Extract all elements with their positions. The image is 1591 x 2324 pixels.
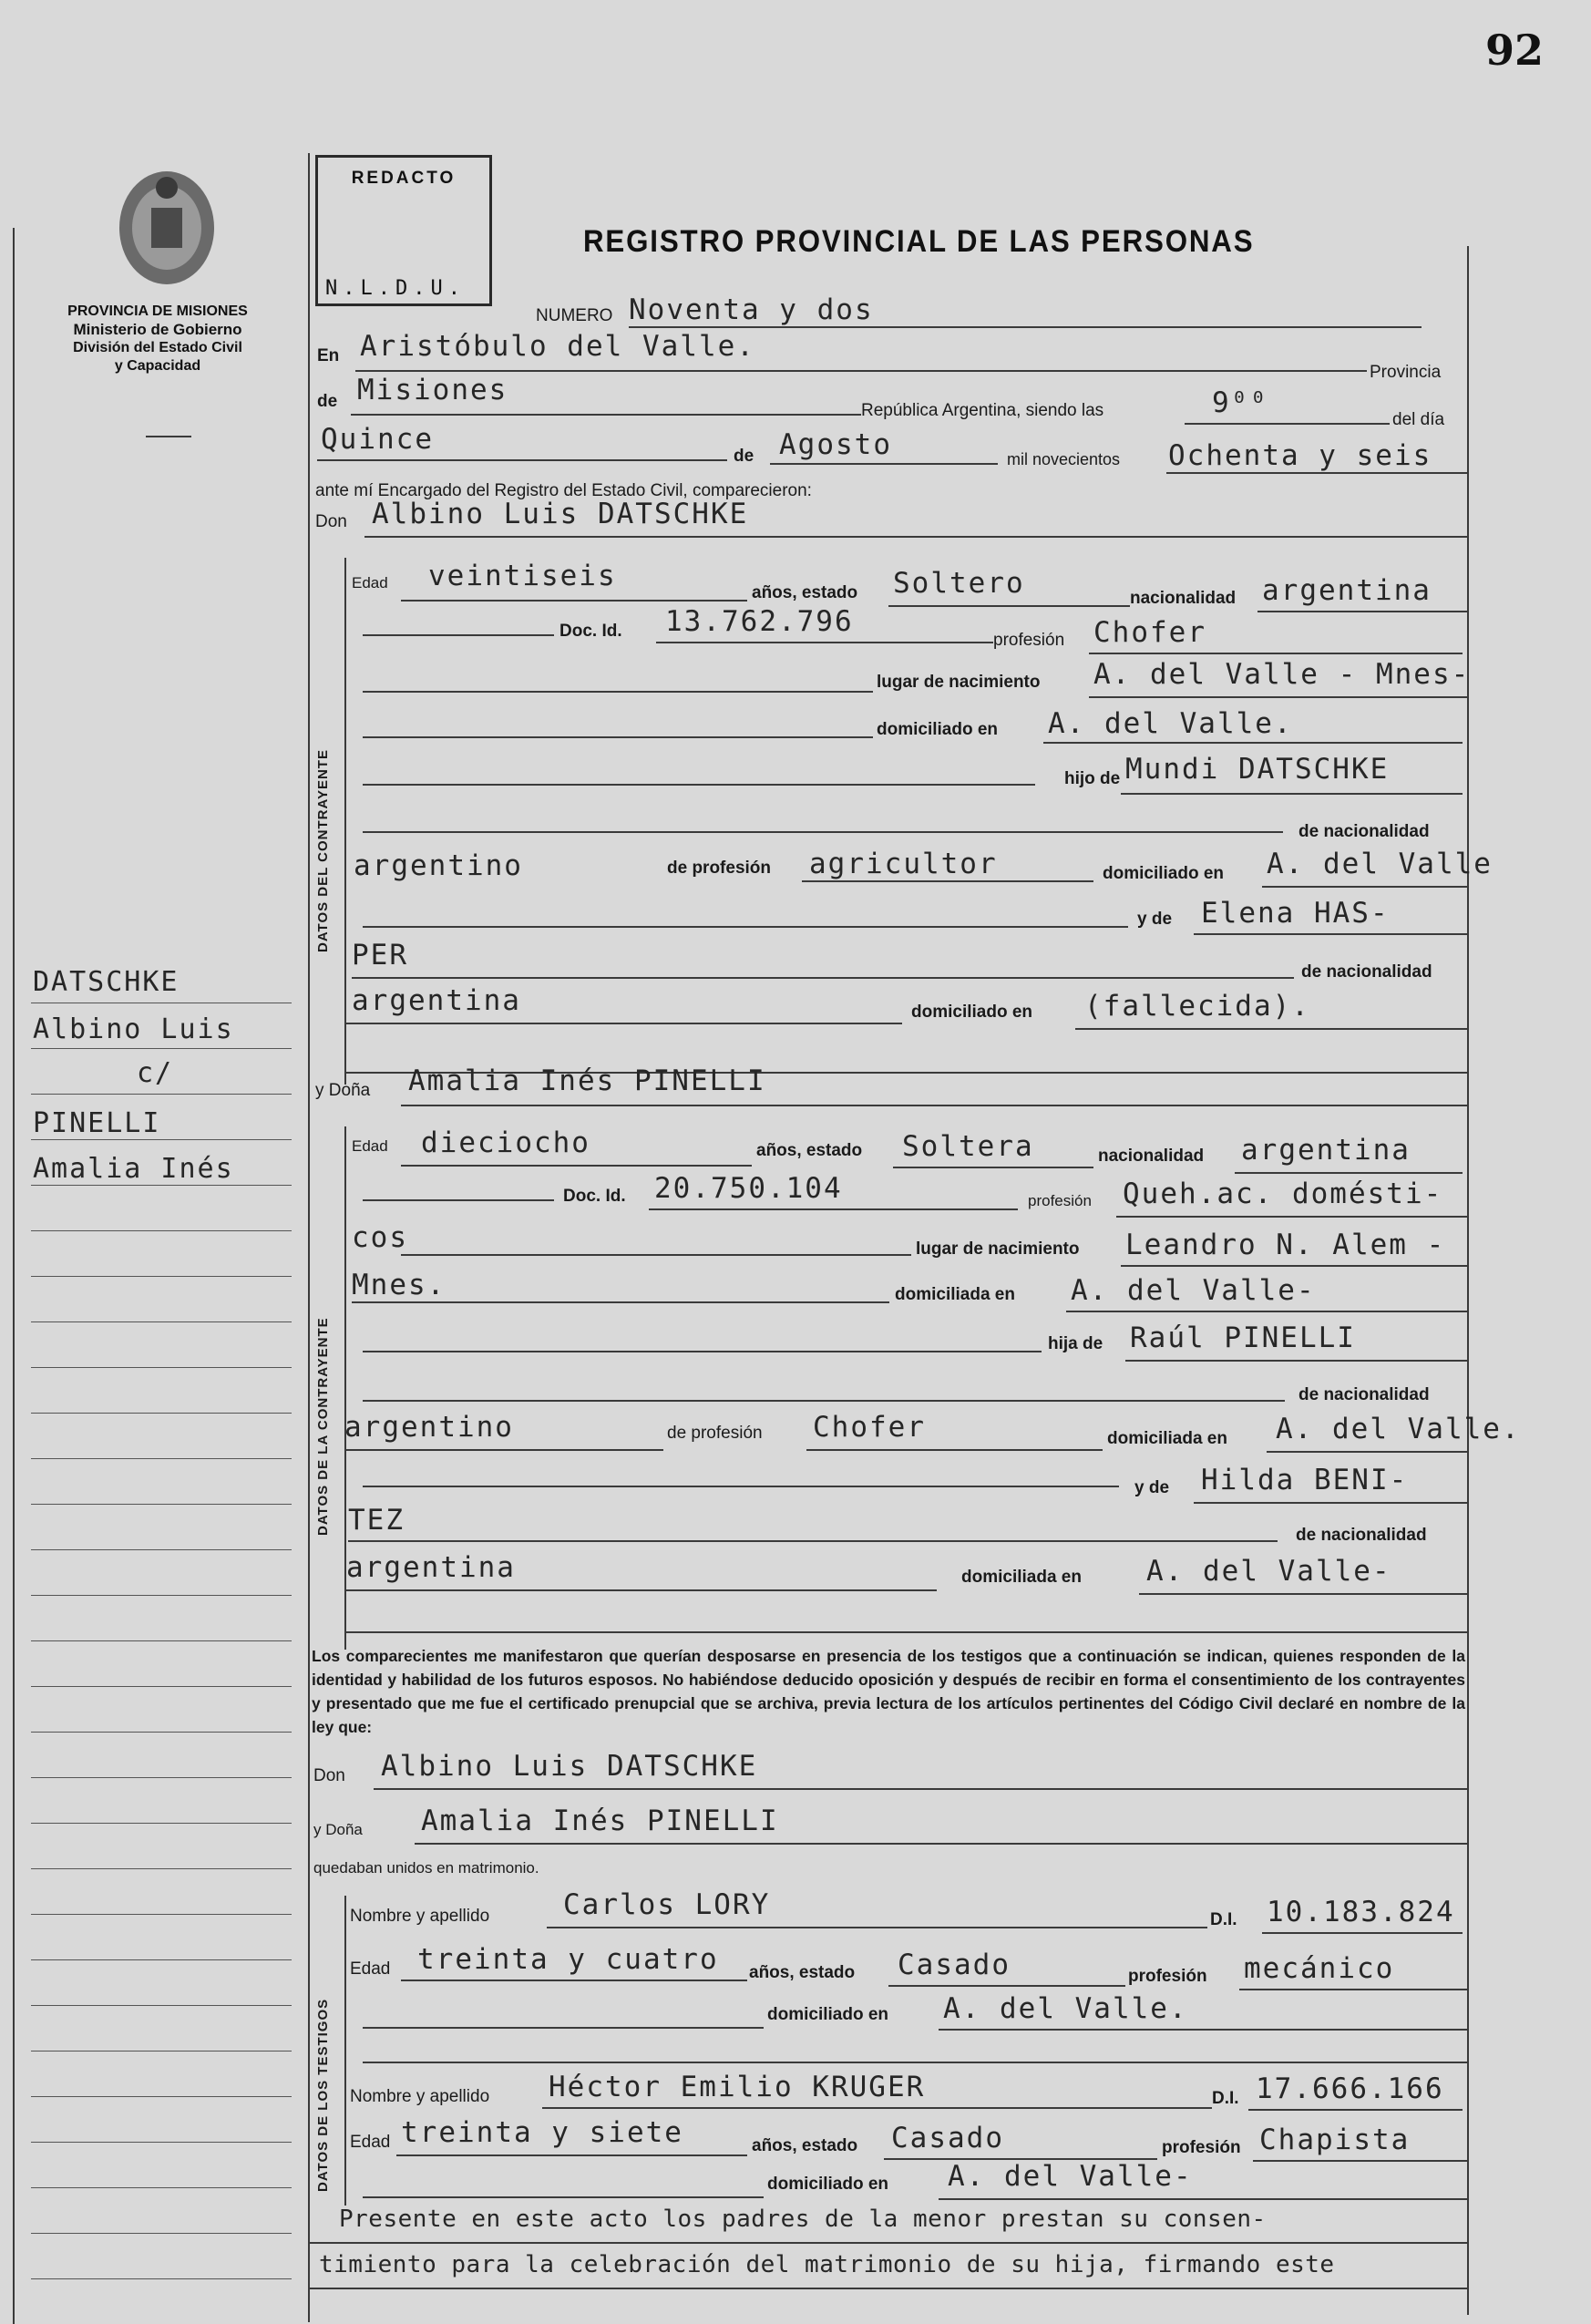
- rule: [363, 2062, 1467, 2063]
- quedaban-label: quedaban unidos en matrimonio.: [313, 1859, 539, 1877]
- rule: [363, 736, 873, 738]
- contrayente-padre: Mundi DATSCHKE: [1125, 753, 1390, 786]
- margin-rule: [31, 1549, 292, 1550]
- rule: [939, 2029, 1467, 2031]
- seal-text: [16, 303, 299, 375]
- domiciliada-label: domiciliada en: [895, 1285, 1015, 1304]
- di-label: D.I.: [1212, 2089, 1239, 2108]
- nota-final-2: timiento para la celebración del matrimonio de su hija, firmando este: [319, 2251, 1335, 2278]
- margin-rule: [31, 1868, 292, 1869]
- rule: [344, 1449, 663, 1451]
- doc-label: Doc. Id.: [559, 622, 622, 641]
- rule: [310, 2288, 1467, 2289]
- form-left-border: [308, 153, 310, 2322]
- rule: [888, 605, 1130, 607]
- margin-rule: [31, 1823, 292, 1824]
- profesion-label: profesión: [1162, 2138, 1241, 2157]
- margin-rule: [31, 1139, 292, 1140]
- rule: [352, 1301, 889, 1303]
- contrayente-edad: veintiseis: [428, 560, 617, 592]
- numero-label: NUMERO: [536, 306, 613, 325]
- lugar-nac-label: lugar de nacimiento: [877, 673, 1041, 692]
- rule: [1253, 2160, 1467, 2162]
- contrayenta-nacionalidad: argentina: [1241, 1134, 1411, 1167]
- testigo-2-nombre: Héctor Emilio KRUGER: [549, 2071, 926, 2103]
- contrayente-madre-1: Elena HAS-: [1201, 897, 1390, 930]
- margin-rule: [31, 1640, 292, 1641]
- edad-label: Edad: [350, 2133, 391, 2152]
- domiciliado-label: domiciliado en: [767, 2005, 889, 2024]
- rule: [1235, 1172, 1463, 1174]
- rule: [348, 1540, 1278, 1542]
- republica-label: República Argentina, siendo las: [861, 401, 1104, 420]
- rule: [1257, 611, 1467, 612]
- margin-surname-2: PINELLI: [33, 1107, 161, 1139]
- contrayente-padre-prof: agricultor: [809, 848, 998, 880]
- seal-underline: [146, 436, 191, 437]
- edad-label: Edad: [352, 1137, 388, 1155]
- rule: [1262, 886, 1467, 888]
- margin-rule: [31, 1367, 292, 1368]
- de-label: de: [317, 392, 338, 411]
- del-dia-label: del día: [1392, 410, 1445, 429]
- rule: [355, 370, 1367, 372]
- contrayenta-padre-prof: Chofer: [813, 1411, 926, 1444]
- rule: [1239, 1989, 1467, 1990]
- contrayente-profesion: Chofer: [1093, 616, 1206, 649]
- declaracion-don: Albino Luis DATSCHKE: [381, 1750, 758, 1783]
- anio-value: Ochenta y seis: [1168, 439, 1432, 472]
- rule: [1194, 1502, 1467, 1504]
- testigo-1-profesion: mecánico: [1244, 1952, 1395, 1985]
- margin-rule: [31, 1595, 292, 1596]
- testigo-1-dom: A. del Valle.: [943, 1992, 1188, 2025]
- rule: [939, 2198, 1467, 2200]
- rule: [1089, 653, 1463, 654]
- dia-value: Quince: [321, 423, 434, 456]
- rule: [806, 1449, 1103, 1451]
- padre-dom-label: domiciliado en: [1103, 864, 1225, 883]
- doc-label: Doc. Id.: [563, 1187, 626, 1206]
- testigo-1-edad: treinta y cuatro: [417, 1943, 719, 1976]
- contrayenta-padre: Raúl PINELLI: [1130, 1321, 1356, 1354]
- seal-line-3: División del Estado Civil: [73, 340, 242, 355]
- contrayenta-lugar-nac-2: Mnes.: [352, 1269, 447, 1301]
- rule: [547, 1927, 1207, 1928]
- edad-label: Edad: [350, 1959, 391, 1979]
- profesion-label: profesión: [993, 631, 1065, 650]
- rule: [352, 977, 1294, 979]
- rule: [363, 1351, 1042, 1352]
- margin-rule: [31, 2278, 292, 2279]
- madre-dom-label: domiciliado en: [911, 1003, 1033, 1022]
- stamp-value: N.L.D.U.: [325, 277, 466, 300]
- profesion-label: profesión: [1028, 1192, 1092, 1209]
- rule: [396, 2154, 747, 2156]
- form-right-border: [1467, 246, 1469, 2315]
- margin-rule: [31, 1732, 292, 1733]
- rule: [363, 831, 1283, 833]
- hora-value: 9⁰⁰: [1212, 386, 1268, 419]
- profesion-label: profesión: [1128, 1967, 1207, 1986]
- rule: [401, 600, 747, 602]
- madre-nac-label: de nacionalidad: [1296, 1526, 1427, 1545]
- seal-line-4: y Capacidad: [114, 358, 201, 374]
- contrayenta-profesion-1: Queh.ac. domésti-: [1123, 1177, 1443, 1210]
- margin-rule: [31, 1094, 292, 1095]
- rule: [415, 1843, 1467, 1845]
- anos-estado-label: años, estado: [756, 1141, 863, 1160]
- rule: [363, 784, 1035, 786]
- mes-value: Agosto: [779, 428, 892, 461]
- rule: [346, 1023, 902, 1024]
- contrayente-madre-2: PER: [352, 939, 408, 972]
- rule: [363, 926, 1128, 928]
- contrayenta-madre-dom: A. del Valle-: [1146, 1555, 1391, 1588]
- nombre-label: Nombre y apellido: [350, 2087, 490, 2106]
- seal-line-1: PROVINCIA DE MISIONES: [67, 303, 248, 319]
- contrayente-section-border: [344, 558, 346, 1085]
- rule: [1125, 1360, 1467, 1362]
- margin-rule: [31, 2142, 292, 2143]
- contrayente-padre-dom: A. del Valle: [1267, 848, 1493, 880]
- contrayenta-doc: 20.750.104: [654, 1172, 843, 1205]
- margin-rule: [31, 1959, 292, 1960]
- y-dona-label: y Doña: [315, 1081, 371, 1100]
- margin-rule: [31, 1914, 292, 1915]
- testigos-section-border: [344, 1896, 346, 2206]
- testigo-2-estado: Casado: [891, 2122, 1004, 2154]
- contrayenta-padre-nac: argentino: [344, 1411, 514, 1444]
- contrayenta-edad: dieciocho: [421, 1126, 590, 1159]
- rule: [363, 2027, 764, 2029]
- margin-rule: [31, 1504, 292, 1505]
- rule: [1248, 2109, 1463, 2111]
- madre-nac-label: de nacionalidad: [1301, 962, 1432, 982]
- lugar-value: Aristóbulo del Valle.: [360, 330, 755, 363]
- rule: [649, 1208, 1018, 1210]
- rule: [346, 1631, 1467, 1633]
- margin-rule: [31, 1686, 292, 1687]
- contrayenta-madre-2: TEZ: [348, 1504, 405, 1537]
- contrayenta-madre-nac: argentina: [346, 1551, 516, 1584]
- margin-rule: [31, 1777, 292, 1778]
- margin-name-2: Amalia Inés: [33, 1153, 234, 1185]
- hija-label: hija de: [1048, 1334, 1103, 1353]
- domiciliado-label: domiciliado en: [877, 720, 999, 739]
- margin-rule: [31, 1185, 292, 1186]
- en-label: En: [317, 346, 340, 365]
- nacionalidad-label: nacionalidad: [1130, 589, 1237, 608]
- testigos-section-label: DATOS DE LOS TESTIGOS: [315, 1998, 331, 2192]
- rule: [888, 1985, 1125, 1987]
- rule: [1121, 793, 1463, 795]
- seal-line-2: Ministerio de Gobierno: [73, 321, 242, 338]
- rule: [401, 1254, 911, 1256]
- lugar-nac-label: lugar de nacimiento: [916, 1239, 1080, 1259]
- contrayente-domicilio: A. del Valle.: [1048, 707, 1293, 740]
- contrayenta-profesion-2: cos: [352, 1221, 408, 1254]
- de-prof-label: de profesión: [667, 1424, 763, 1443]
- rule: [1262, 1932, 1463, 1934]
- coat-of-arms-icon: [108, 162, 226, 290]
- testigo-2-dom: A. del Valle-: [948, 2160, 1193, 2193]
- testigo-2-profesion: Chapista: [1259, 2123, 1411, 2156]
- rule: [401, 1980, 747, 1981]
- testigo-1-di: 10.183.824: [1267, 1896, 1455, 1928]
- margin-surname-1: DATSCHKE: [33, 966, 180, 998]
- de-prof-label: de profesión: [667, 859, 772, 878]
- rule: [363, 1199, 554, 1201]
- de-nac-label: de nacionalidad: [1298, 822, 1430, 841]
- contrayenta-madre-1: Hilda BENI-: [1201, 1464, 1409, 1496]
- rule: [351, 414, 861, 416]
- document-title: REGISTRO PROVINCIAL DE LAS PERSONAS: [583, 224, 1255, 259]
- rule: [363, 1400, 1285, 1402]
- don-value: Albino Luis DATSCHKE: [372, 498, 749, 530]
- margin-rule: [31, 1458, 292, 1459]
- domiciliado-label: domiciliado en: [767, 2175, 889, 2194]
- left-margin-border: [13, 228, 15, 2324]
- contrayenta-section-label: DATOS DE LA CONTRAYENTE: [315, 1317, 331, 1536]
- rule: [1089, 696, 1467, 698]
- margin-rule: [31, 1230, 292, 1231]
- contrayente-nacionalidad: argentina: [1262, 574, 1432, 607]
- contrayenta-estado: Soltera: [902, 1130, 1034, 1163]
- province-seal: [108, 162, 226, 290]
- nacionalidad-label: nacionalidad: [1098, 1147, 1205, 1166]
- testigo-2-edad: treinta y siete: [401, 2116, 683, 2149]
- contrayente-section-label: DATOS DEL CONTRAYENTE: [315, 749, 331, 952]
- rule: [1116, 1216, 1467, 1218]
- contrayente-madre-dom: (fallecida).: [1084, 990, 1310, 1023]
- rule: [363, 1486, 1119, 1487]
- madre-dom-label: domiciliada en: [961, 1568, 1082, 1587]
- contrayente-lugar-nac: A. del Valle - Mnes-: [1093, 658, 1471, 691]
- margin-rule: [31, 2005, 292, 2006]
- de-mes-label: de: [734, 447, 754, 466]
- rule: [310, 2242, 1467, 2244]
- rule: [1166, 472, 1467, 474]
- rule: [363, 2196, 764, 2198]
- rule: [1139, 1593, 1467, 1595]
- page-number: 92: [1485, 26, 1545, 75]
- testigo-2-di: 17.666.166: [1256, 2072, 1444, 2105]
- margin-name-1: Albino Luis: [33, 1013, 234, 1045]
- rule: [802, 880, 1093, 882]
- nota-final-1: Presente en este acto los padres de la menor prestan su consen-: [339, 2206, 1267, 2233]
- rule: [1075, 1028, 1467, 1030]
- contrayente-doc: 13.762.796: [665, 605, 854, 638]
- y-de-label: y de: [1137, 910, 1173, 929]
- anos-estado-label: años, estado: [752, 2136, 858, 2155]
- testigo-1-nombre: Carlos LORY: [563, 1888, 771, 1921]
- rule: [770, 463, 998, 465]
- dona-label: y Doña: [313, 1821, 363, 1838]
- ante-label: ante mí Encargado del Registro del Estado Civil, comparecieron:: [315, 481, 812, 500]
- rule: [346, 1589, 937, 1591]
- anos-estado-label: años, estado: [749, 1963, 856, 1982]
- declaracion-text: Los comparecientes me manifestaron que querían desposarse en presencia de los testigos que a continuación se indican, quienes responden de la identidad y habilidad de los futuros esposos. No habiéndose deducido oposición y después de recibir en forma el consentimiento de los contrayentes y presentado que me fue el certificado prenupcial que se archiva, previa lectura de los artículos pertinentes del Código Civil declaré en nombre de la ley que:: [312, 1647, 1465, 1736]
- de-nac-label: de nacionalidad: [1298, 1385, 1430, 1404]
- rule: [1194, 933, 1467, 935]
- rule: [317, 459, 727, 461]
- redacto-stamp: [315, 155, 492, 306]
- rule: [542, 2107, 1212, 2109]
- contrayenta-padre-dom: A. del Valle.: [1276, 1413, 1521, 1445]
- stamp-label: REDACTO: [351, 169, 457, 188]
- margin-rule: [31, 1413, 292, 1414]
- rule: [1185, 423, 1390, 425]
- rule: [893, 1167, 1093, 1168]
- provincia-label: Provincia: [1370, 363, 1442, 382]
- testigo-1-estado: Casado: [898, 1949, 1011, 1981]
- margin-rule: [31, 1048, 292, 1049]
- contrayenta-lugar-nac-1: Leandro N. Alem -: [1125, 1229, 1446, 1261]
- margin-rule: [31, 2187, 292, 2188]
- rule: [401, 1165, 752, 1167]
- rule: [363, 634, 554, 636]
- contrayente-madre-nac: argentina: [352, 984, 521, 1017]
- margin-rule: [31, 2233, 292, 2234]
- rule: [656, 642, 993, 643]
- contrayente-padre-nac: argentino: [354, 849, 523, 882]
- di-label: D.I.: [1210, 1910, 1237, 1929]
- hijo-label: hijo de: [1064, 769, 1121, 788]
- rule: [401, 1105, 1467, 1106]
- rule: [363, 691, 873, 693]
- rule: [629, 326, 1422, 328]
- don-label: Don: [315, 512, 347, 531]
- y-de-label: y de: [1134, 1478, 1170, 1497]
- margin-rule: [31, 1321, 292, 1322]
- don-label: Don: [313, 1766, 345, 1785]
- rule: [364, 536, 1467, 538]
- rule: [1267, 1451, 1467, 1453]
- margin-rule: [31, 2096, 292, 2097]
- numero-value: Noventa y dos: [629, 293, 874, 326]
- margin-rule: [31, 1276, 292, 1277]
- anos-estado-label: años, estado: [752, 583, 858, 602]
- rule: [1066, 1311, 1467, 1312]
- rule: [1043, 742, 1463, 744]
- contrayente-estado: Soltero: [893, 567, 1025, 600]
- edad-label: Edad: [352, 574, 388, 591]
- nombre-label: Nombre y apellido: [350, 1907, 490, 1926]
- margin-connector: c/: [137, 1057, 174, 1089]
- contrayenta-nombre: Amalia Inés PINELLI: [408, 1064, 766, 1097]
- padre-dom-label: domiciliada en: [1107, 1429, 1227, 1448]
- contrayenta-domicilio: A. del Valle-: [1071, 1274, 1316, 1307]
- rule: [374, 1788, 1467, 1790]
- provincia-value: Misiones: [357, 374, 508, 406]
- mil-label: mil novecientos: [1007, 450, 1121, 468]
- rule: [1121, 1265, 1467, 1267]
- declaracion-dona: Amalia Inés PINELLI: [421, 1805, 779, 1837]
